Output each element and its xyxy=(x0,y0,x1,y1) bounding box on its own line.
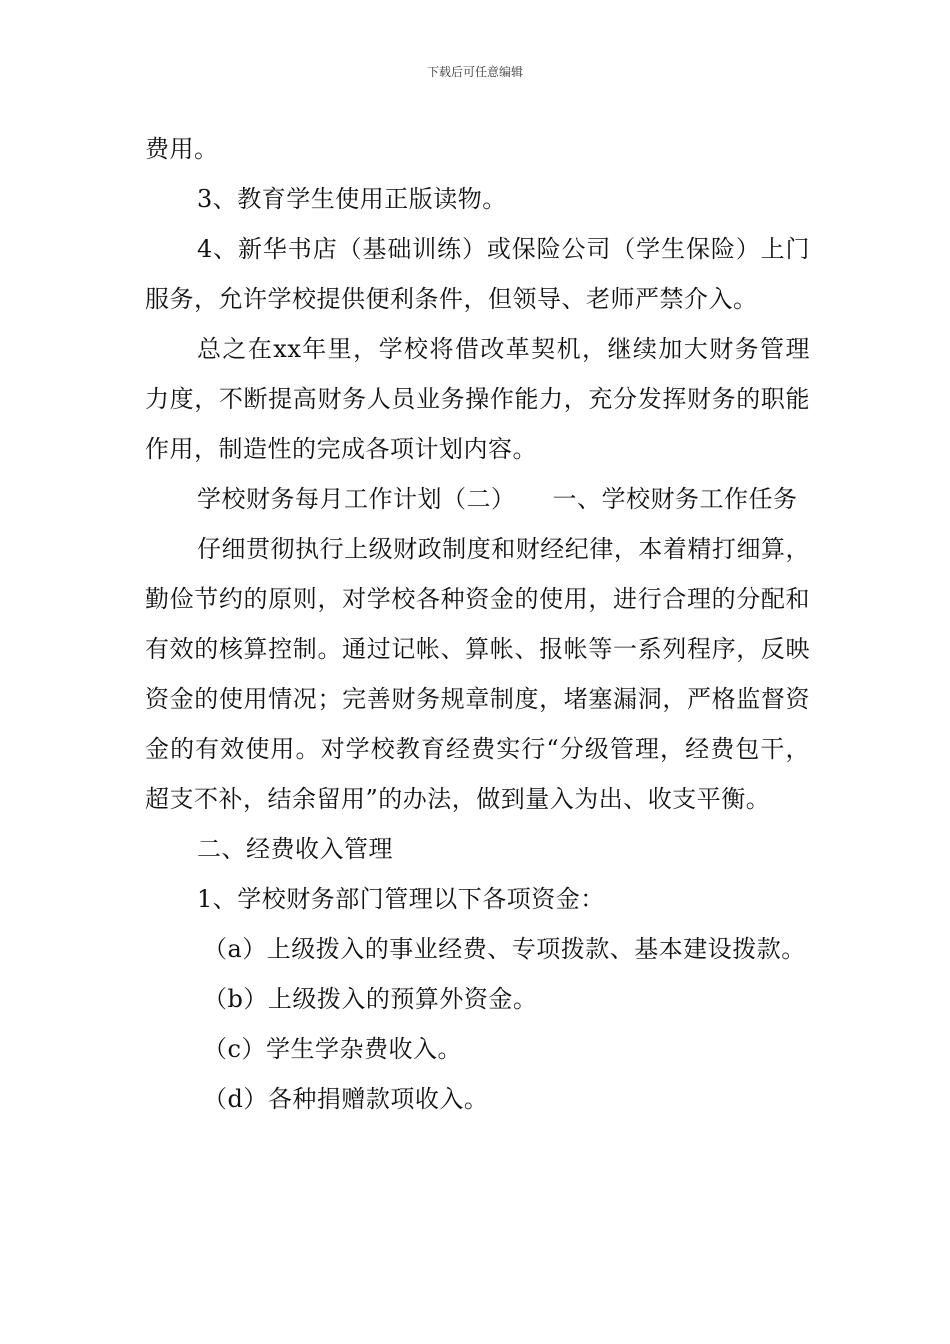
paragraph-funds-list-intro: 1、学校财务部门管理以下各项资金： xyxy=(197,885,605,913)
paragraph-item-4: 4、新华书店（基础训练）或保险公司（学生保险）上门服务，允许学校提供便利条件，但领导、老师严禁介入。 xyxy=(145,235,810,313)
page-header: 下载后可任意编辑 xyxy=(426,65,523,79)
paragraph-summary: 总之在xx年里，学校将借改革契机，继续加大财务管理力度，不断提高财务人员业务操作能力，充分发挥财务的职能作用，制造性的完成各项计划内容。 xyxy=(145,335,810,463)
paragraph-fee-end: 费用。 xyxy=(145,135,219,163)
list-item-d: （d）各种捐赠款项收入。 xyxy=(203,1085,489,1113)
list-item-a: （a）上级拨入的事业经费、专项拨款、基本建设拨款。 xyxy=(203,935,806,963)
list-item-b: （b）上级拨入的预算外资金。 xyxy=(203,985,538,1013)
list-item-c: （c）学生学杂费收入。 xyxy=(203,1035,462,1063)
paragraph-item-3: 3、教育学生使用正版读物。 xyxy=(197,185,507,213)
section-heading-income: 二、经费收入管理 xyxy=(197,835,393,863)
document-body xyxy=(145,124,810,1124)
paragraph-task-body: 仔细贯彻执行上级财政制度和财经纪律，本着精打细算，勤俭节约的原则，对学校各种资金的使用，进行合理的分配和有效的核算控制。通过记帐、算帐、报帐等一系列程序，反映资金的使用情况；完善财务规章制度，堵塞漏洞，严格监督资金的有效使用。对学校教育经费实行“分级管理，经费包干，超支不补，结余留用”的办法，做到量入为出、收支平衡。 xyxy=(145,535,810,813)
paragraph-plan-title: 学校财务每月工作计划（二） 一、学校财务工作任务 xyxy=(197,485,798,513)
